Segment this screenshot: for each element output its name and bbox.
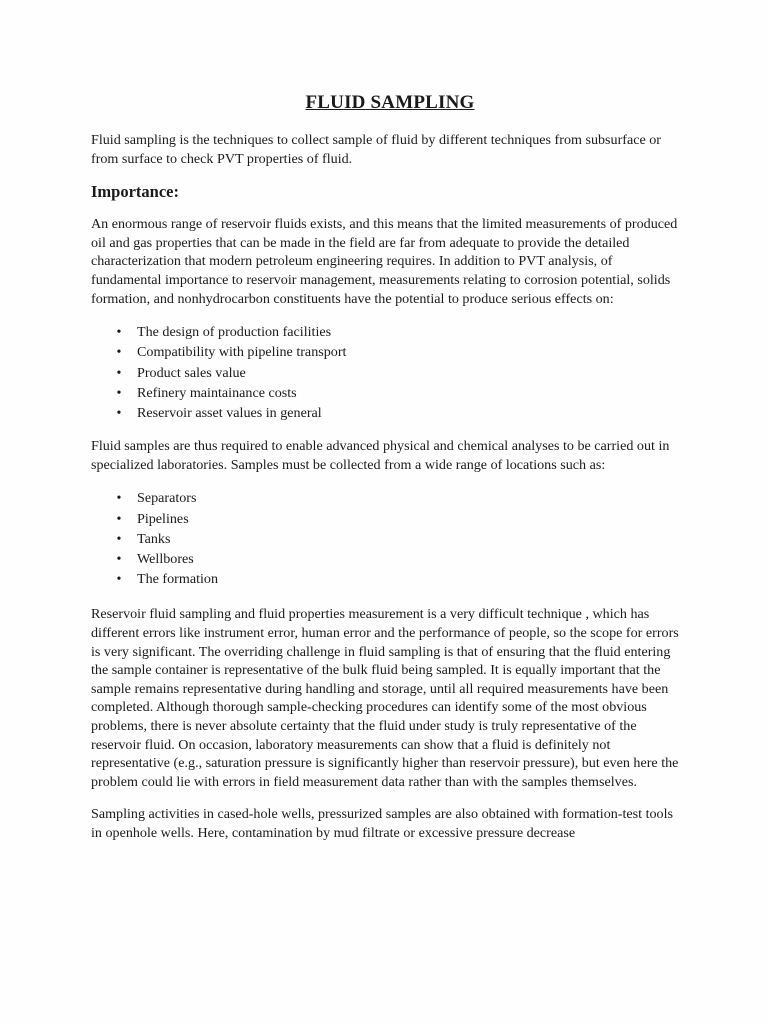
list-item-text: Wellbores [137,550,194,567]
list-item-text: Tanks [137,530,171,547]
bullet-icon: • [116,384,122,401]
importance-paragraph: An enormous range of reservoir fluids exists, and this means that the limited measurements of produced oil and gas properties that can be made in the field are far from adequate to provide the detailed characterization that modern petroleum engineering requires. In addition to PVT analysis, of fundamental importance to reservoir management, measurements relating to corrosion potential, solids formation, and nonhydrocarbon constituents have the potential to produce serious effects on: [91,216,678,307]
samples-paragraph: Fluid samples are thus required to enable advanced physical and chemical analyses to be carried out in specialized laboratories. Samples must be collected from a wide range of locations such as: [91,438,670,473]
bullet-icon: • [116,571,122,588]
list-item-text: Refinery maintainance costs [137,384,297,401]
list-item [114,529,681,549]
bullet-icon: • [116,550,122,567]
intro-paragraph: Fluid sampling is the techniques to collect sample of fluid by different techniques from subsurface or from surface to check PVT properties of fluid. [91,132,662,167]
list-item [114,322,681,342]
bullet-icon: • [116,510,122,527]
bullet-icon: • [116,404,122,421]
list-item [114,569,681,589]
list-item [114,509,681,529]
list-item-text: Pipelines [137,510,189,527]
page-title: FLUID SAMPLING [305,92,475,113]
locations-list [91,488,681,589]
list-item-text: Reservoir asset values in general [137,404,322,421]
document-body [91,92,681,843]
bullet-icon: • [116,490,122,507]
list-item-text: Separators [137,490,197,507]
list-item [114,403,681,423]
bullet-icon: • [116,364,122,381]
list-item [114,549,681,569]
bullet-icon: • [116,324,122,341]
list-item-text: Compatibility with pipeline transport [137,344,347,361]
bullet-icon: • [116,530,122,547]
list-item [114,488,681,508]
list-item [114,363,681,383]
list-item [114,383,681,403]
list-item-text: The design of production facilities [137,324,332,341]
list-item-text: Product sales value [137,364,246,381]
list-item-text: The formation [137,571,219,588]
challenges-paragraph: Reservoir fluid sampling and fluid properties measurement is a very difficult technique , which has different errors like instrument error, human error and the performance of people, so the scope for errors is very significant. The overriding challenge in fluid sampling is that of ensuring that the fluid entering the sample container is representative of the bulk fluid being sampled. It is equally important that the sample remains representative during handling and storage, until all required measurements have been completed. Although thorough sample-checking procedures can identify some of the most obvious problems, there is never absolute certainty that the fluid under study is truly representative of the reservoir fluid. On occasion, laboratory measurements can show that a fluid is definitely not representative (e.g., saturation pressure is significantly higher than reservoir pressure), but even here the problem could lie with errors in field measurement data rather than with the samples themselves. [91,606,679,790]
effects-list [91,322,681,423]
list-item [114,342,681,362]
importance-heading: Importance: [91,182,179,202]
sampling-activities-paragraph: Sampling activities in cased-hole wells, pressurized samples are also obtained with formation-test tools in openhole wells. Here, contamination by mud filtrate or excessive pressure decrease [91,806,674,841]
bullet-icon: • [116,344,122,361]
